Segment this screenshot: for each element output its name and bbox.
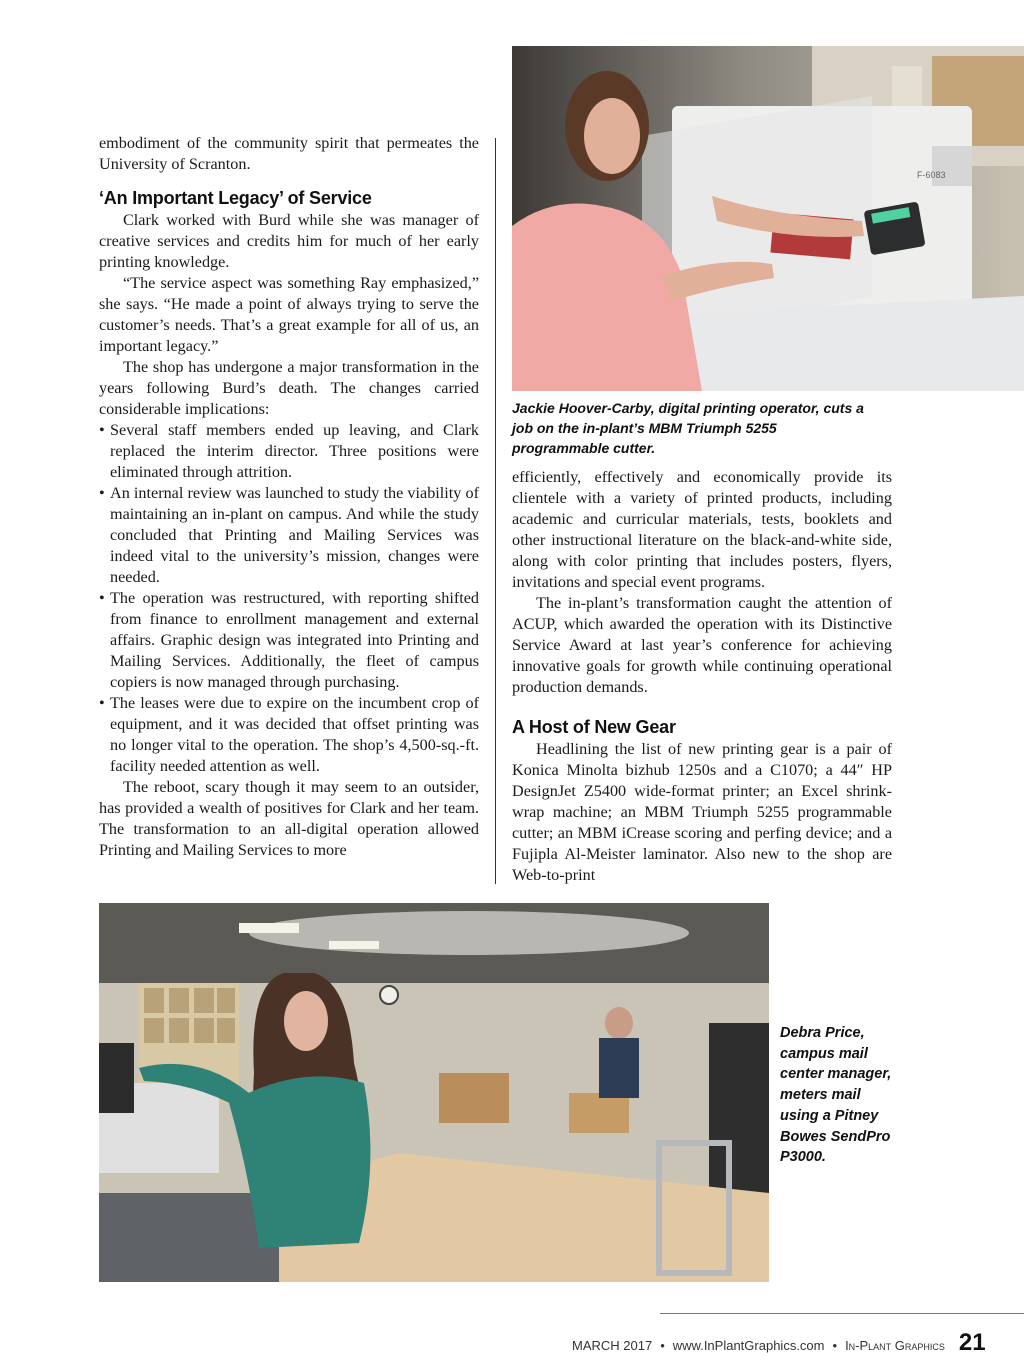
- bullet-list: [99, 420, 479, 777]
- footer-month: MARCH 2017: [572, 1338, 653, 1353]
- bullet-item: • Several staff members ended up leaving, and Clark replaced the interim director. Three positions were eliminated through attrition.: [99, 420, 479, 483]
- section-heading-legacy: ‘An Important Legacy’ of Service: [99, 188, 372, 208]
- paragraph: The shop has undergone a major transformation in the years following Burd’s death. The changes carried considerable implications:: [99, 358, 479, 418]
- cutter-photo-caption: Jackie Hoover-Carby, digital printing operator, cuts a job on the in-plant’s MBM Triumph 5255 programmable cutter.: [512, 400, 864, 456]
- bullet-item: • An internal review was launched to study the viability of maintaining an in-plant on campus. And while the study concluded that Printing and Mailing Services was indeed vital to the university’s mission, changes were needed.: [99, 483, 479, 588]
- intro-paragraph: embodiment of the community spirit that permeates the University of Scranton.: [99, 134, 479, 173]
- left-column: [99, 133, 479, 861]
- column-divider: [495, 138, 496, 884]
- right-column: [512, 467, 892, 886]
- section-heading-gear: A Host of New Gear: [512, 717, 676, 737]
- paragraph: “The service aspect was something Ray emphasized,” she says. “He made a point of always trying to serve the customer’s needs. That’s a great example for all of us, an important legacy.”: [99, 274, 479, 355]
- footer-website-link[interactable]: www.InPlantGraphics.com: [672, 1338, 825, 1353]
- cutter-photo: [512, 46, 1024, 391]
- footer-separator: •: [832, 1338, 838, 1353]
- mail-center-photo-caption: Debra Price, campus mail center manager, meters mail using a Pitney Bowes SendPro P3000.: [780, 1025, 892, 1166]
- footer-rule: [660, 1313, 1024, 1314]
- footer-separator: •: [660, 1338, 665, 1353]
- footer: [572, 1329, 1012, 1357]
- paragraph: The in-plant’s transformation caught the attention of ACUP, which awarded the operation with its Distinctive Service Award at last year’s conference for achieving innovative goals for growth while continuing operational production demands.: [512, 594, 892, 696]
- bullet-item: • The operation was restructured, with reporting shifted from finance to enrollment management and external affairs. Graphic design was integrated into Printing and Mailing Services. Additionally, the fleet of campus copiers is now managed through purchasing.: [99, 588, 479, 693]
- mail-center-photo: [99, 903, 769, 1282]
- cutter-photo-illustration: [512, 46, 1024, 391]
- paragraph: efficiently, effectively and economically provide its clientele with a variety of printed products, including academic and curricular materials, tests, booklets and other instructional literature on the black-and-white side, along with color printing that includes posters, flyers, invitations and special event programs.: [512, 468, 892, 591]
- mail-center-photo-illustration: [99, 903, 769, 1282]
- paragraph: The reboot, scary though it may seem to an outsider, has provided a wealth of positives for Clark and her team. The transformation to an all-digital operation allowed Printing and Mailing Services to more: [99, 778, 479, 859]
- bullet-item: • The leases were due to expire on the incumbent crop of equipment, and it was decided that offset printing was no longer vital to the operation. The shop’s 4,500-sq.-ft. facility needed attention as well.: [99, 693, 479, 777]
- paragraph: Clark worked with Burd while she was manager of creative services and credits him for much of her early printing knowledge.: [99, 211, 479, 271]
- paragraph: Headlining the list of new printing gear is a pair of Konica Minolta bizhub 1250s and a C1070; a 44″ HP DesignJet Z5400 wide-format printer; an Excel shrink-wrap machine; an MBM Triumph 5255 programmable cutter; an MBM iCrease scoring and perfing device; and a Fujipla Al-Meister laminator. Also new to the shop are Web-to-print: [512, 740, 892, 884]
- footer-magazine-name: In-Plant Graphics: [845, 1338, 945, 1353]
- cutter-label: F-6083: [917, 170, 946, 180]
- page-number: 21: [958, 1329, 986, 1356]
